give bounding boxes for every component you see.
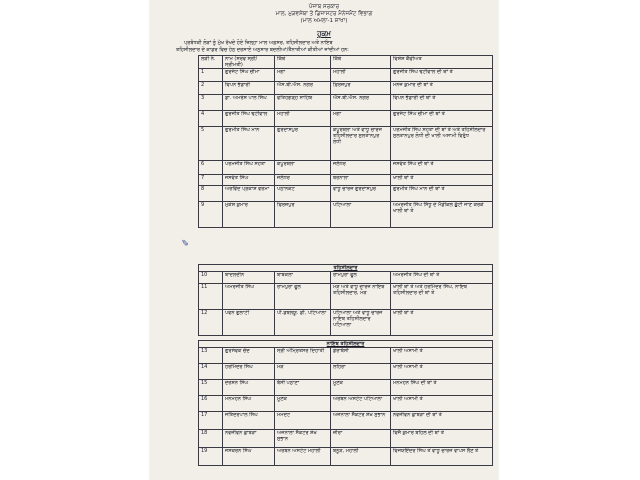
table-header-row <box>199 56 493 69</box>
cell-from: ਅਰਬਨ ਅਸਟੇਟ ਮੋਹਾਲੀ <box>275 448 331 466</box>
cell-name: ਡਾ. ਅਮਰੇਸ਼ ਪਾਲ ਸਿੰਘ <box>223 95 275 111</box>
transfer-table-section-2 <box>198 264 493 336</box>
cell-from: ਸ੍ਰੀ ਅੰਮ੍ਰਿਤਸਰ ਦਿਹਾਤੀ <box>275 348 331 364</box>
intro-line-2: ਤਹਿਸੀਲਦਾਰ ਦੇ ਕਾਡਰ ਵਿਚ ਹੇਠ ਦਰਸਾਏ ਅਨੁਸਾਰ ਬਦਲੀਆਂ/ਤੈਨਾਤੀਆਂ ਕੀਤੀਆਂ ਜਾਂਦੀਆਂ ਹਨ: <box>176 47 349 53</box>
table-row <box>199 186 493 202</box>
cell-to: ਫ਼ਿਰੋਜ਼ਪੁਰ <box>331 82 391 95</box>
cell-from: ਮੋਹਾਲੀ <box>275 111 331 127</box>
cell-sr: 2 <box>199 82 223 95</box>
cell-sr: 8 <box>199 186 223 202</box>
cell-name: ਜਸਕਰਨ ਸਿੰਘ <box>223 448 275 466</box>
cell-remarks: ਗੁਰਜੰਟ ਸਿੰਘ ਚੀਮਾ ਦੀ ਥਾਂ ਤੇ <box>391 111 493 127</box>
cell-sr: 10 <box>199 272 223 284</box>
cell-name: ਅਮਰਜੀਤ ਸਿੰਘ <box>223 284 275 310</box>
handwritten-margin-mark: ✎ <box>180 236 190 246</box>
col-header-from: ਕਿੱਥੋਂ <box>275 56 331 69</box>
section-title-naib-tehsildar: ਨਾਇਬ ਤਹਿਸੀਲਦਾਰ <box>199 341 493 348</box>
intro-line-1: ਪ੍ਰਬੰਧਕੀ ਲੋੜਾਂ ਨੂੰ ਮੁੱਖ ਰੱਖਦੇ ਹੋਏ ਜ਼ਿਲ੍ਹਾ ਮਾਲ ਅਫ਼ਸਰ, ਤਹਿਸੀਲਦਾਰ ਅਤੇ ਨਾਇਬ <box>184 40 333 46</box>
table-row <box>199 380 493 396</box>
cell-sr: 13 <box>199 348 223 364</box>
cell-name: ਮੁਕੇਸ਼ ਕੁਮਾਰ <box>223 202 275 228</box>
transfer-table-section-1 <box>198 55 493 228</box>
cell-to: ਅਰਬਨ ਅਸਟੇਟ ਪਟਿਆਲਾ <box>331 396 391 412</box>
table-row <box>199 364 493 380</box>
cell-sr: 15 <box>199 380 223 396</box>
table-row <box>199 396 493 412</box>
cell-sr: 9 <box>199 202 223 228</box>
cell-name: ਵਿਪਨ ਭੰਡਾਰੀ <box>223 82 275 95</box>
cell-remarks: ਮਨੋਜ ਕੁਮਾਰ ਦੀ ਥਾਂ ਤੇ <box>391 82 493 95</box>
cell-from: ਫਿਰੋਜ਼ਪੁਰ <box>275 202 331 228</box>
cell-name: ਗੁਰਜੰਟ ਸਿੰਘ ਚੀਮਾ <box>223 69 275 82</box>
cell-sr: 14 <box>199 364 223 380</box>
cell-from: ਅਜਨਾਲਾ ਸੈਕਟਰ ਸ਼ੇਖ਼ ਸੁਭਾਨ <box>275 430 331 448</box>
table-row <box>199 82 493 95</box>
cell-remarks: ਵਿਜਯਇੰਦਰ ਸਿੰਘ ਤੋਂ ਵਾਧੂ ਚਾਰਜ ਵਾਪਸ ਲੈਣ ਤੇ <box>391 448 493 466</box>
cell-to: ਜ਼ੀਰਾ <box>331 430 391 448</box>
cell-from: ਮੋਗਾ <box>275 69 331 82</box>
col-header-sr: ਲੜੀ ਨੰ. <box>199 56 223 69</box>
cell-from: ਐਸ.ਬੀ.ਐਸ. ਨਗਰ <box>275 82 331 95</box>
cell-to: ਲਹਿਰਾ <box>331 364 391 380</box>
table-row <box>199 448 493 466</box>
table-row <box>199 202 493 228</box>
cell-from: ਮੋੜ <box>275 364 331 380</box>
cell-to: ਵਾਧੂ ਚਾਰਜ ਗੁਰਦਾਸਪੁਰ <box>331 186 391 202</box>
cell-remarks: ਵਿਜੈ ਕੁਮਾਰ ਬਹਿਲ ਦੀ ਥਾਂ ਤੇ <box>391 430 493 448</box>
cell-remarks: ਖਾਲੀ ਥਾਂ ਤੇ <box>391 175 493 186</box>
header-line-3: (ਮਾਲ ਅਮਲਾ-1 ਸ਼ਾਖਾ) <box>300 18 348 24</box>
cell-name: ਜਤਿੰਦਰਪਾਲ ਸਿੰਘ <box>223 412 275 430</box>
cell-remarks: ਮਨਮੋਹਨ ਸਿੰਘ ਦੀ ਥਾਂ ਤੇ <box>391 380 493 396</box>
cell-sr: 4 <box>199 111 223 127</box>
table-row <box>199 95 493 111</box>
cell-remarks: ਖਾਲੀ ਅਸਾਮੀ ਤੇ <box>391 348 493 364</box>
cell-sr: 1 <box>199 69 223 82</box>
cell-from: ਪੀ.ਡਬਲਯੂ. ਡੀ, ਪਟਿਆਲਾ <box>275 310 331 336</box>
table-row <box>199 161 493 175</box>
cell-to: ਡੇਰਾਬੱਸੀ <box>331 348 391 364</box>
cell-to: ਅਜਨਾਲਾ ਸੈਕਟਰ ਸ਼ੇਖ਼ ਸੁਭਾਨ <box>331 412 391 430</box>
cell-name: ਅਰਵਿੰਦ ਪ੍ਰਕਾਸ਼ ਵਰਮਾ <box>223 186 275 202</box>
cell-from: ਕਪੂਰਥਲਾ <box>275 161 331 175</box>
cell-remarks: ਅਮਰਜੀਤ ਸਿੰਘ ਦੀ ਥਾਂ ਤੇ <box>391 272 493 284</box>
cell-name: ਦਰਸ਼ਨ ਸਿੰਘ <box>223 380 275 396</box>
section-heading-row <box>199 265 493 272</box>
cell-remarks: ਵਿਪਨ ਭੰਡਾਰੀ ਦੀ ਥਾਂ ਤੇ <box>391 95 493 111</box>
table-row <box>199 127 493 161</box>
cell-name: ਗੁਰਮੀਤ ਸਿੰਘ ਮਾਨ <box>223 127 275 161</box>
cell-sr: 11 <box>199 284 223 310</box>
cell-name: ਪਵਨ ਗੁਲਾਟੀ <box>223 310 275 336</box>
section-title-tehsildar: ਤਹਿਸੀਲਦਾਰ <box>199 265 493 272</box>
order-title: ਹੁਕਮ <box>317 30 331 38</box>
table-row <box>199 412 493 430</box>
document-page <box>150 0 498 480</box>
cell-remarks: ਨਵਜੀਵਨ ਛਾਬੜਾ ਦੀ ਥਾਂ ਤੇ <box>391 412 493 430</box>
cell-from: ਪਠਾਨਕੋਟ <box>275 186 331 202</box>
cell-from: ਗੁਰਦਾਸਪੁਰ <box>275 127 331 161</box>
cell-to: ਐਸ.ਬੀ.ਐਸ. ਨਗਰ <box>331 95 391 111</box>
cell-remarks: ਜਸਵੰਤ ਸਿੰਘ ਦੀ ਥਾਂ ਤੇ <box>391 161 493 175</box>
table-row <box>199 175 493 186</box>
cell-remarks: ਗੁਰਮੀਤ ਸਿੰਘ ਮਾਨ ਦੀ ਥਾਂ ਤੇ <box>391 186 493 202</box>
header-line-1: ਪੰਜਾਬ ਸਰਕਾਰ <box>308 4 340 10</box>
cell-name: ਮਨਮੋਹਨ ਸਿੰਘ <box>223 396 275 412</box>
cell-sr: 5 <box>199 127 223 161</box>
cell-name: ਗੁਰਜੀਤ ਸਿੰਘ ਢੋਟੀਵਾਲ <box>223 111 275 127</box>
cell-to: ਪਟਿਆਲਾ ਅਤੇ ਵਾਧੂ ਚਾਰਜ ਨਾਇਬ ਤਹਿਸੀਲਦਾਰ ਪਟਿਆਲਾ <box>331 310 391 336</box>
cell-name: ਗੁਰਸੇਵਕ ਚੰਦ <box>223 348 275 364</box>
cell-to: ਕਪੂਰਥਲਾ ਅਤੇ ਵਾਧੂ ਚਾਰਜ ਤਹਿਸੀਲਦਾਰ ਸੁਲਤਾਨਪੁਰ ਲੋਧੀ <box>331 127 391 161</box>
cell-name: ਹਰਮਿੰਦਰ ਸਿੰਘ <box>223 364 275 380</box>
cell-remarks: ਪਰਮਜੀਤ ਸਿੰਘ ਸਹੋਤਾ ਦੀ ਥਾਂ ਤੇ ਅਤੇ ਤਹਿਸੀਲਦਾਰ ਸੁਲਤਾਨਪੁਰ ਲੋਧੀ ਦੀ ਖਾਲੀ ਅਸਾਮੀ ਵਿਰੁੱਧ <box>391 127 493 161</box>
cell-to: ਪਟਿਆਲਾ <box>331 202 391 228</box>
cell-sr: 12 <box>199 310 223 336</box>
cell-name: ਜਸਵੰਤ ਸਿੰਘ <box>223 175 275 186</box>
header-line-2: ਮਾਲ, ਮੁੜਵਸੇਬਾ ਤੇ ਡਿਜਾਸਟਰ ਮੈਨੇਜਮੈਂਟ ਵਿਭਾਗ <box>275 11 373 17</box>
table-row <box>199 111 493 127</box>
cell-sr: 17 <box>199 412 223 430</box>
table-row <box>199 348 493 364</box>
cell-from: ਮਮਦੋਟ <box>275 412 331 430</box>
cell-sr: 3 <box>199 95 223 111</box>
cell-remarks: ਖਾਲੀ ਥਾਂ ਤੇ ਅਤੇ ਹਰਮਿੰਦਰ ਸਿੰਘ, ਨਾਇਬ ਤਹਿਸੀਲਦਾਰ ਦੀ ਥਾਂ ਤੇ <box>391 284 493 310</box>
cell-from: ਫਤਿਹਗੜ੍ਹ ਸਾਹਿਬ <box>275 95 331 111</box>
table-row <box>199 310 493 336</box>
section-heading-row <box>199 341 493 348</box>
cell-sr: 6 <box>199 161 223 175</box>
cell-from: ਮੂਣਕ <box>275 396 331 412</box>
cell-name: ਪਰਮਜੀਤ ਸਿੰਘ ਸਹੋਤਾ <box>223 161 275 175</box>
cell-to: ਮੋਹਾਲੀ <box>331 69 391 82</box>
cell-sr: 19 <box>199 448 223 466</box>
cell-to: ਬਨੂੜ, ਮੋਹਾਲੀ <box>331 448 391 466</box>
cell-from: ਰਾਮਪੁਰਾ ਫੂਲ <box>275 284 331 310</box>
cell-remarks: ਖਾਲੀ ਥਾਂ ਤੇ <box>391 310 493 336</box>
col-header-name: ਨਾਮ (ਸਰਵ ਸ੍ਰੀ/ਸ੍ਰੀਮਤੀ) <box>223 56 275 69</box>
cell-name: ਬਾਦਲਦੀਨ <box>223 272 275 284</box>
cell-to: ਮੂਣਕ <box>331 380 391 396</box>
table-row <box>199 272 493 284</box>
cell-from: ਬਾਬਕਲਾ <box>275 272 331 284</box>
cell-remarks: ਗੁਰਜੀਤ ਸਿੰਘ ਢੋਟੀਵਾਲ ਦੀ ਥਾਂ ਤੇ <box>391 69 493 82</box>
col-header-remarks: ਵਿਸ਼ੇਸ਼ ਕੈਫੀਅਤ <box>391 56 493 69</box>
cell-remarks: ਅਮਰਜੀਤ ਸਿੰਘ ਸਿੱਧੂ ਦੇ ਮੈਡੀਕਲ ਛੁੱਟੀ ਜਾਣ ਕਰਕੇ ਖਾਲੀ ਥਾਂ ਤੇ <box>391 202 493 228</box>
cell-sr: 7 <box>199 175 223 186</box>
cell-to: ਰਾਮਪੁਰਾ ਫੂਲ <box>331 272 391 284</box>
cell-sr: 16 <box>199 396 223 412</box>
cell-remarks: ਖਾਲੀ ਅਸਾਮੀ ਤੇ <box>391 364 493 380</box>
cell-to: ਜਲੰਧਰ <box>331 161 391 175</box>
cell-name: ਨਵਜੀਵਨ ਛਾਬੜਾ <box>223 430 275 448</box>
cell-sr: 18 <box>199 430 223 448</box>
cell-from: ਬੱਸੀ ਪਠਾਣਾ <box>275 380 331 396</box>
transfer-table-section-3 <box>198 340 493 466</box>
table-row <box>199 284 493 310</box>
table-row <box>199 69 493 82</box>
cell-to: ਮੋੜ ਅਤੇ ਵਾਧੂ ਚਾਰਜ ਨਾਇਬ ਤਹਿਸੀਲਦਾਰ, ਮੋੜ <box>331 284 391 310</box>
cell-to: ਬਰਨਾਲਾ <box>331 175 391 186</box>
table-row <box>199 430 493 448</box>
col-header-to: ਕਿੱਥੇ <box>331 56 391 69</box>
cell-remarks: ਖਾਲੀ ਅਸਾਮੀ ਤੇ <box>391 396 493 412</box>
cell-from: ਜਲੰਧਰ <box>275 175 331 186</box>
cell-to: ਮੋਗਾ <box>331 111 391 127</box>
